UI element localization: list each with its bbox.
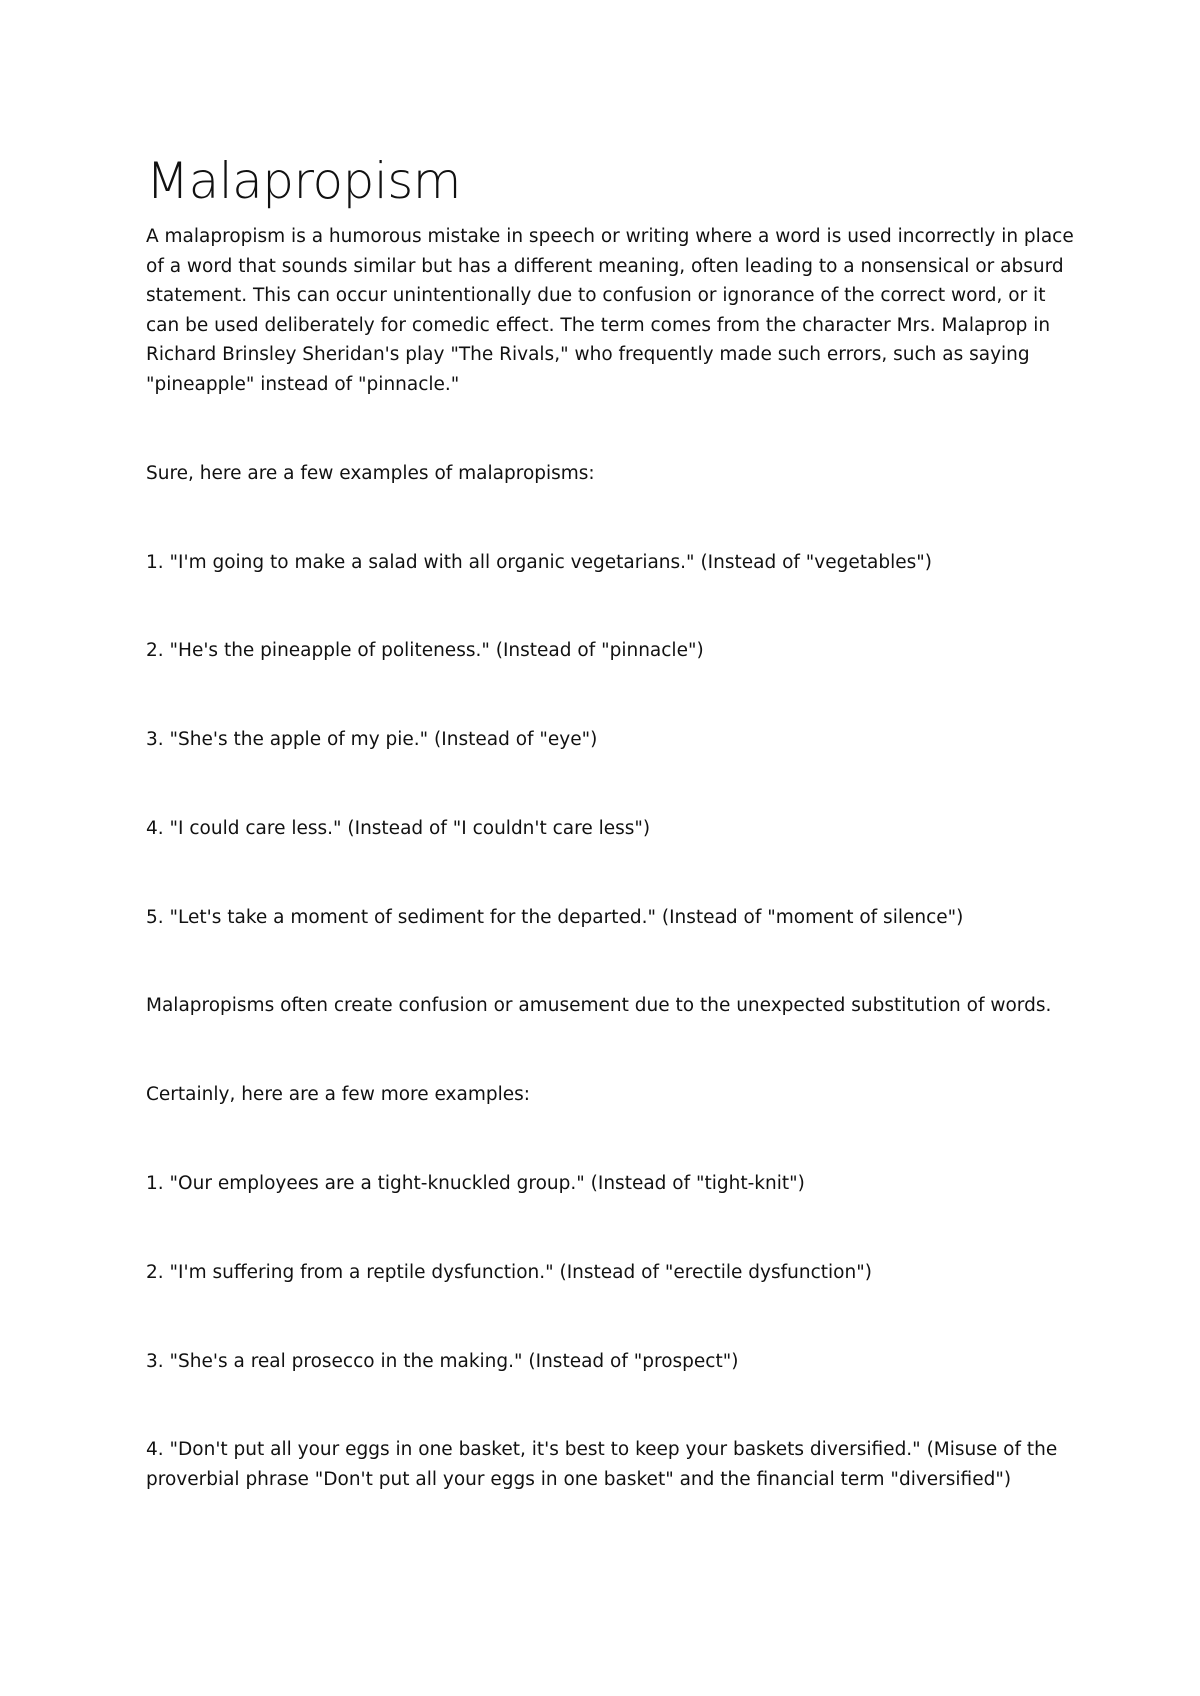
spacer — [146, 1110, 1076, 1169]
summary-paragraph: Malapropisms often create confusion or amusement due to the unexpected substitution of words. — [146, 995, 1052, 1017]
spacer — [146, 666, 1076, 725]
more-example-item-4: 4. "Don't put all your eggs in one basket, it's best to keep your baskets diversified." (Misuse of the proverbial phrase "Don't put all your eggs in one basket" and the financial term "diversified") — [146, 1439, 1058, 1490]
document-body — [146, 146, 1076, 1495]
example-item-4: 4. "I could care less." (Instead of "I couldn't care less") — [146, 817, 651, 839]
more-example-item-1: 1. "Our employees are a tight-knuckled group." (Instead of "tight-knit") — [146, 1173, 805, 1194]
spacer — [146, 400, 1076, 459]
intro-paragraph: A malapropism is a humorous mistake in speech or writing where a word is used incorrectly in place of a word that sounds similar but has a different meaning, often leading to a nonsensical or absurd statement. This can occur unintentionally due to confusion or ignorance of the correct word, or it can be used deliberately for comedic effect. The term comes from the character Mrs. Malaprop in Richard Brinsley Sheridan's play "The Rivals," who frequently made such errors, such as saying "pineapple" instead of "pinnacle." — [146, 226, 1074, 395]
more-examples-intro: Certainly, here are a few more examples: — [146, 1084, 531, 1106]
spacer — [146, 932, 1076, 991]
spacer — [146, 1021, 1076, 1080]
spacer — [146, 1199, 1076, 1258]
example-item-3: 3. "She's the apple of my pie." (Instead of "eye") — [146, 729, 598, 751]
example-item-1: 1. "I'm going to make a salad with all organic vegetarians." (Instead of "vegetables") — [146, 551, 932, 573]
more-example-item-2: 2. "I'm suffering from a reptile dysfunction." (Instead of "erectile dysfunction") — [146, 1261, 872, 1283]
page-title: Malapropism — [146, 152, 461, 210]
example-item-5: 5. "Let's take a moment of sediment for the departed." (Instead of "moment of silence") — [146, 906, 964, 928]
spacer — [146, 488, 1076, 547]
spacer — [146, 1376, 1076, 1435]
spacer — [146, 755, 1076, 814]
spacer — [146, 843, 1076, 902]
examples-intro: Sure, here are a few examples of malapropisms: — [146, 462, 595, 484]
spacer — [146, 1287, 1076, 1346]
more-example-item-3: 3. "She's a real prosecco in the making." (Instead of "prospect") — [146, 1350, 739, 1372]
spacer — [146, 577, 1076, 636]
example-item-2: 2. "He's the pineapple of politeness." (Instead of "pinnacle") — [146, 640, 704, 662]
